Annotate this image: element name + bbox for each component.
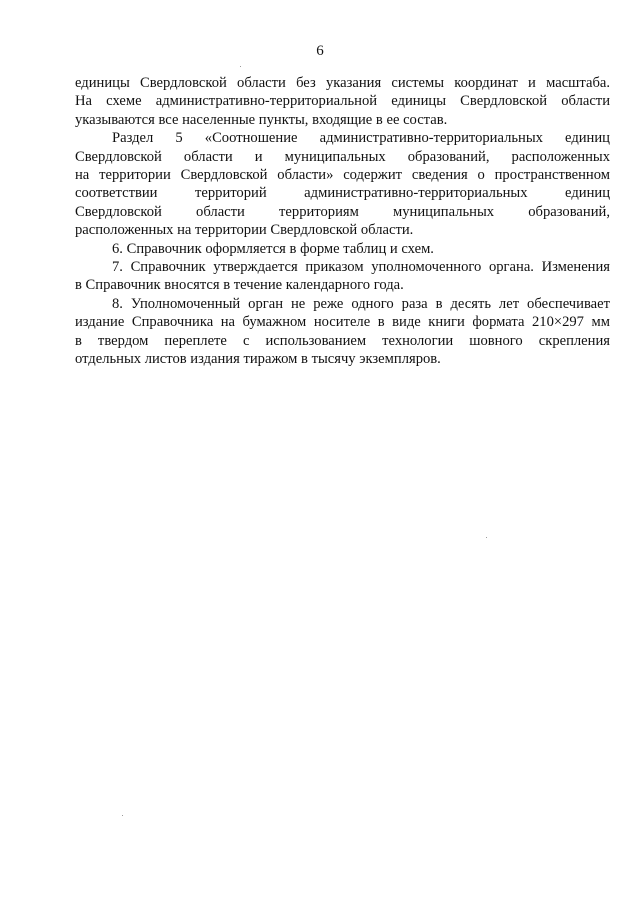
document-body (75, 74, 610, 369)
text-line: 7. Справочник утверждается приказом уполномоченного органа. Изменения (112, 259, 610, 276)
text-line: Свердловской области территориям муниципальных образований, (75, 203, 610, 220)
text-line: расположенных на территории Свердловской области. (75, 222, 414, 239)
text-line: 8. Уполномоченный орган не реже одного раза в десять лет обеспечивает (112, 295, 610, 312)
text-line: Раздел 5 «Соотношение административно-территориальных единиц (112, 130, 610, 147)
text-line: на территории Свердловской области» содержит сведения о пространственном (75, 167, 610, 184)
text-line: издание Справочника на бумажном носителе в виде книги формата 210×297 мм (75, 314, 610, 331)
text-line: На схеме административно-территориальной единицы Свердловской области (75, 93, 610, 110)
paragraph-section-5 (75, 129, 610, 239)
page-number: 6 (316, 43, 324, 59)
scan-speck (240, 66, 241, 67)
text-line: 6. Справочник оформляется в форме таблиц и схем. (112, 240, 434, 257)
text-line: отдельных листов издания тиражом в тысячу экземпляров. (75, 351, 441, 368)
text-line: указываются все населенные пункты, входящие в ее состав. (75, 111, 448, 128)
paragraph-item-8 (75, 295, 610, 369)
scan-speck (122, 815, 123, 816)
text-line: Свердловской области и муниципальных образований, расположенных (75, 148, 610, 165)
text-line: соответствии территорий административно-территориальных единиц (75, 185, 610, 202)
scan-speck (486, 537, 487, 538)
text-line: в твердом переплете с использованием технологии шовного скрепления (75, 332, 610, 349)
paragraph-continuation (75, 74, 610, 129)
paragraph-item-7 (75, 258, 610, 295)
text-line: в Справочник вносятся в течение календарного года. (75, 277, 404, 294)
paragraph-item-6 (75, 240, 610, 258)
text-line: единицы Свердловской области без указания системы координат и масштаба. (75, 75, 610, 91)
